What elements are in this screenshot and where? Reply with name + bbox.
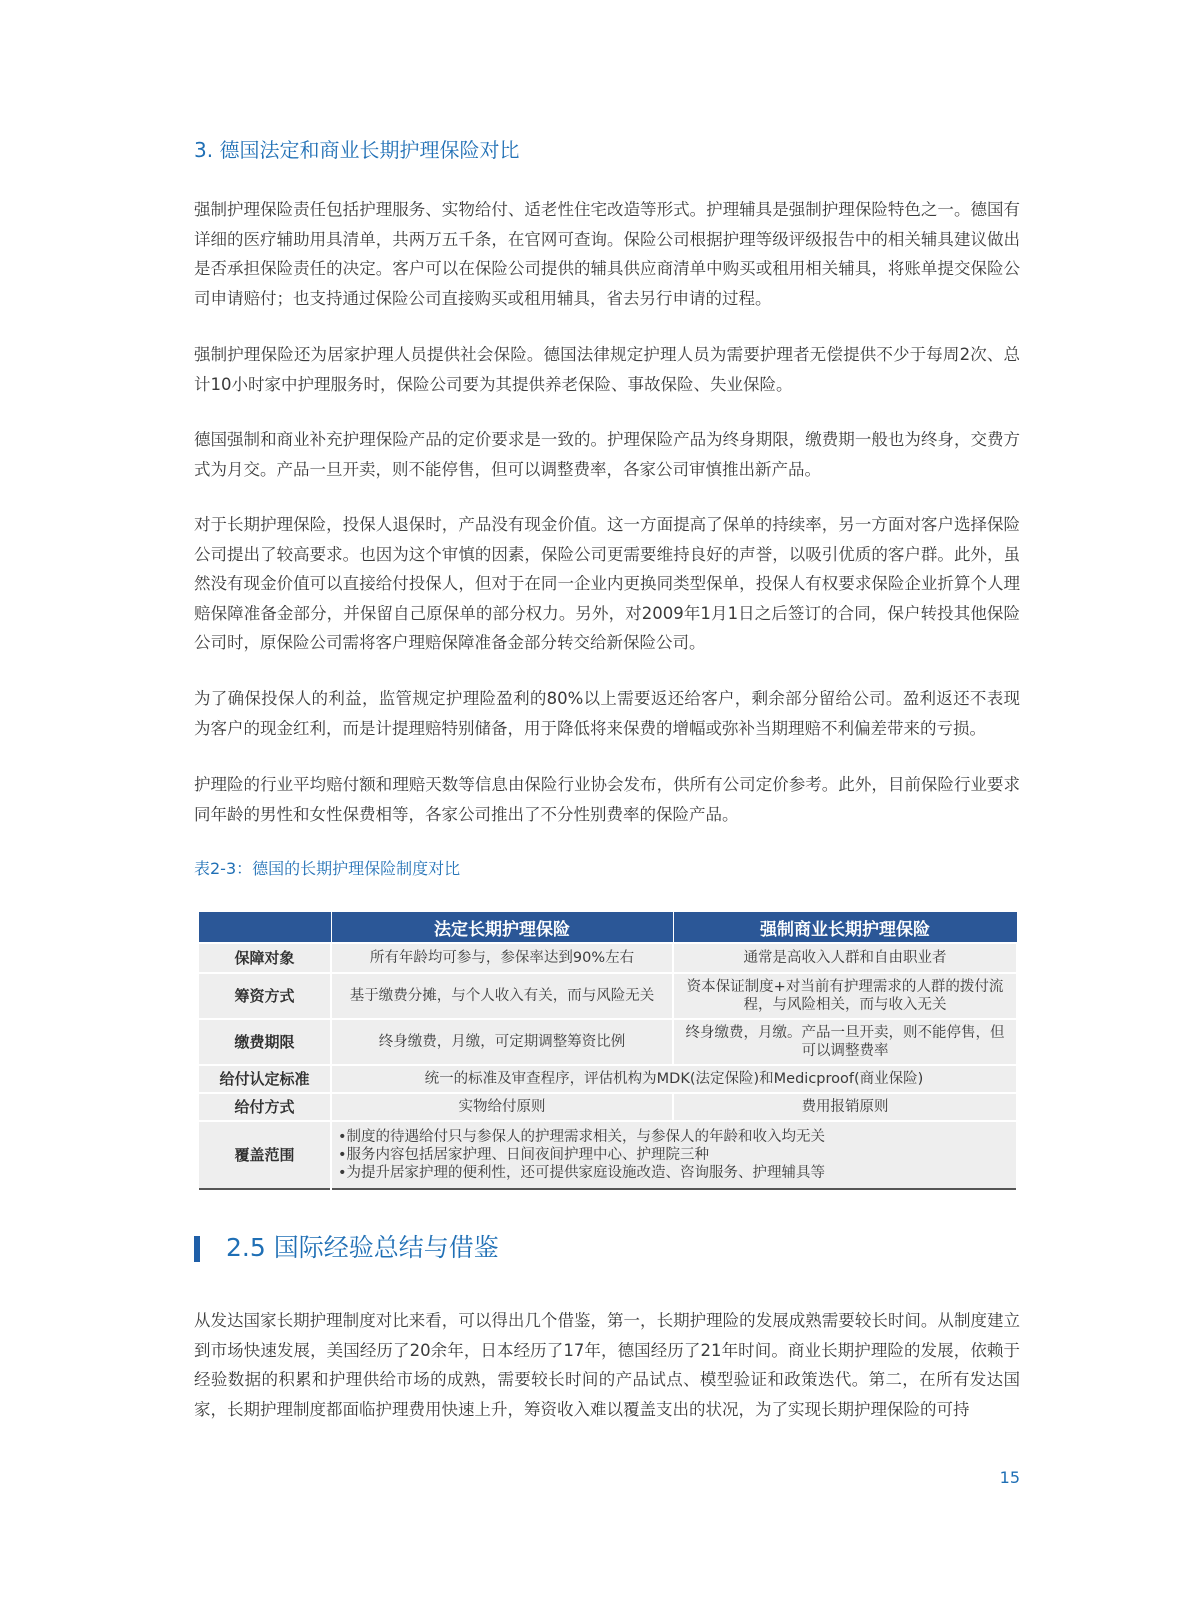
- row-label: 给付方式: [199, 1093, 331, 1121]
- table-cell: 基于缴费分摊，与个人收入有关，而与风险无关: [331, 973, 673, 1019]
- paragraph-5: 为了确保投保人的利益，监管规定护理险盈利的80%以上需要返还给客户，剩余部分留给公司。盈利返还不表现为客户的现金红利，而是计提理赔特别储备，用于降低将来保费的增幅或弥补当期理赔不利偏差带来的亏损。: [194, 689, 1020, 738]
- coverage-line: •制度的待遇给付只与参保人的护理需求相关，与参保人的年龄和收入均无关: [338, 1129, 826, 1145]
- section-heading: 3. 德国法定和商业长期护理保险对比: [194, 138, 520, 162]
- page-number: 15: [999, 1468, 1020, 1487]
- coverage-line: •为提升居家护理的便利性，还可提供家庭设施改造、咨询服务、护理辅具等: [338, 1165, 826, 1181]
- table-row: [199, 943, 1017, 973]
- table-cell: 终身缴费，月缴，可定期调整筹资比例: [331, 1019, 673, 1065]
- table-cell: 费用报销原则: [673, 1093, 1017, 1121]
- paragraph-1: 强制护理保险责任包括护理服务、实物给付、适老性住宅改造等形式。护理辅具是强制护理保险特色之一。德国有详细的医疗辅助用具清单，共两万五千条，在官网可查询。保险公司根据护理等级评级报告中的相关辅具建议做出是否承担保险责任的决定。客户可以在保险公司提供的辅具供应商清单中购买或租用相关辅具，将账单提交保险公司申请赔付；也支持通过保险公司直接购买或租用辅具，省去另行申请的过程。: [194, 200, 1020, 308]
- table-row: [199, 1093, 1017, 1121]
- row-label: 保障对象: [199, 943, 331, 973]
- row-label: 筹资方式: [199, 973, 331, 1019]
- table-caption: 表2-3：德国的长期护理保险制度对比: [194, 859, 461, 878]
- section-title: 2.5 国际经验总结与借鉴: [226, 1233, 499, 1262]
- table-cell: 所有年龄均可参与，参保率达到90%左右: [331, 943, 673, 973]
- comparison-table: [199, 912, 1018, 1190]
- row-label: 给付认定标准: [199, 1065, 331, 1093]
- table-row: [199, 1019, 1017, 1065]
- table-cell: 实物给付原则: [331, 1093, 673, 1121]
- coverage-line: •服务内容包括居家护理、日间夜间护理中心、护理院三种: [338, 1147, 710, 1163]
- table-cell-merged: 统一的标准及审查程序，评估机构为MDK(法定保险)和Medicproof(商业保险): [331, 1065, 1017, 1093]
- paragraph-6: 护理险的行业平均赔付额和理赔天数等信息由保险行业协会发布，供所有公司定价参考。此外，目前保险行业要求同年龄的男性和女性保费相等，各家公司推出了不分性别费率的保险产品。: [194, 775, 1020, 824]
- paragraph-4: 对于长期护理保险，投保人退保时，产品没有现金价值。这一方面提高了保单的持续率，另一方面对客户选择保险公司提出了较高要求。也因为这个审慎的因素，保险公司更需要维持良好的声誉，以吸引优质的客户群。此外，虽然没有现金价值可以直接给付投保人，但对于在同一企业内更换同类型保单，投保人有权要求保险企业折算个人理赔保障准备金部分，并保留自己原保单的部分权力。另外，对2009年1月1日之后签订的合同，保户转投其他保险公司时，原保险公司需将客户理赔保障准备金部分转交给新保险公司。: [194, 515, 1020, 652]
- table-cell: 通常是高收入人群和自由职业者: [673, 943, 1017, 973]
- column-header-statutory: 法定长期护理保险: [331, 912, 673, 943]
- coverage-cell: [331, 1121, 1017, 1189]
- paragraph-3: 德国强制和商业补充护理保险产品的定价要求是一致的。护理保险产品为终身期限，缴费期一般也为终身，交费方式为月交。产品一旦开卖，则不能停售，但可以调整费率，各家公司审慎推出新产品。: [194, 430, 1020, 479]
- section-accent-bar: [194, 1236, 200, 1262]
- row-label: 覆盖范围: [199, 1121, 331, 1189]
- table-corner-cell: [199, 912, 331, 943]
- row-label: 缴费期限: [199, 1019, 331, 1065]
- table-row: [199, 973, 1017, 1019]
- table-cell: 终身缴费，月缴。产品一旦开卖，则不能停售，但可以调整费率: [673, 1019, 1017, 1065]
- section-paragraph: 从发达国家长期护理制度对比来看，可以得出几个借鉴，第一，长期护理险的发展成熟需要较长时间。从制度建立到市场快速发展，美国经历了20余年，日本经历了17年，德国经历了21年时间。商业长期护理险的发展，依赖于经验数据的积累和护理供给市场的成熟，需要较长时间的产品试点、模型验证和政策迭代。第二，在所有发达国家，长期护理制度都面临护理费用快速上升，筹资收入难以覆盖支出的状况，为了实现长期护理保险的可持: [194, 1311, 1020, 1419]
- paragraph-2: 强制护理保险还为居家护理人员提供社会保险。德国法律规定护理人员为需要护理者无偿提供不少于每周2次、总计10小时家中护理服务时，保险公司要为其提供养老保险、事故保险、失业保险。: [194, 345, 1020, 394]
- table-row: [199, 1065, 1017, 1093]
- column-header-commercial: 强制商业长期护理保险: [673, 912, 1017, 943]
- table-row: [199, 1121, 1017, 1189]
- table-cell: 资本保证制度+对当前有护理需求的人群的拨付流程，与风险相关，而与收入无关: [673, 973, 1017, 1019]
- table-header-row: [199, 912, 1017, 943]
